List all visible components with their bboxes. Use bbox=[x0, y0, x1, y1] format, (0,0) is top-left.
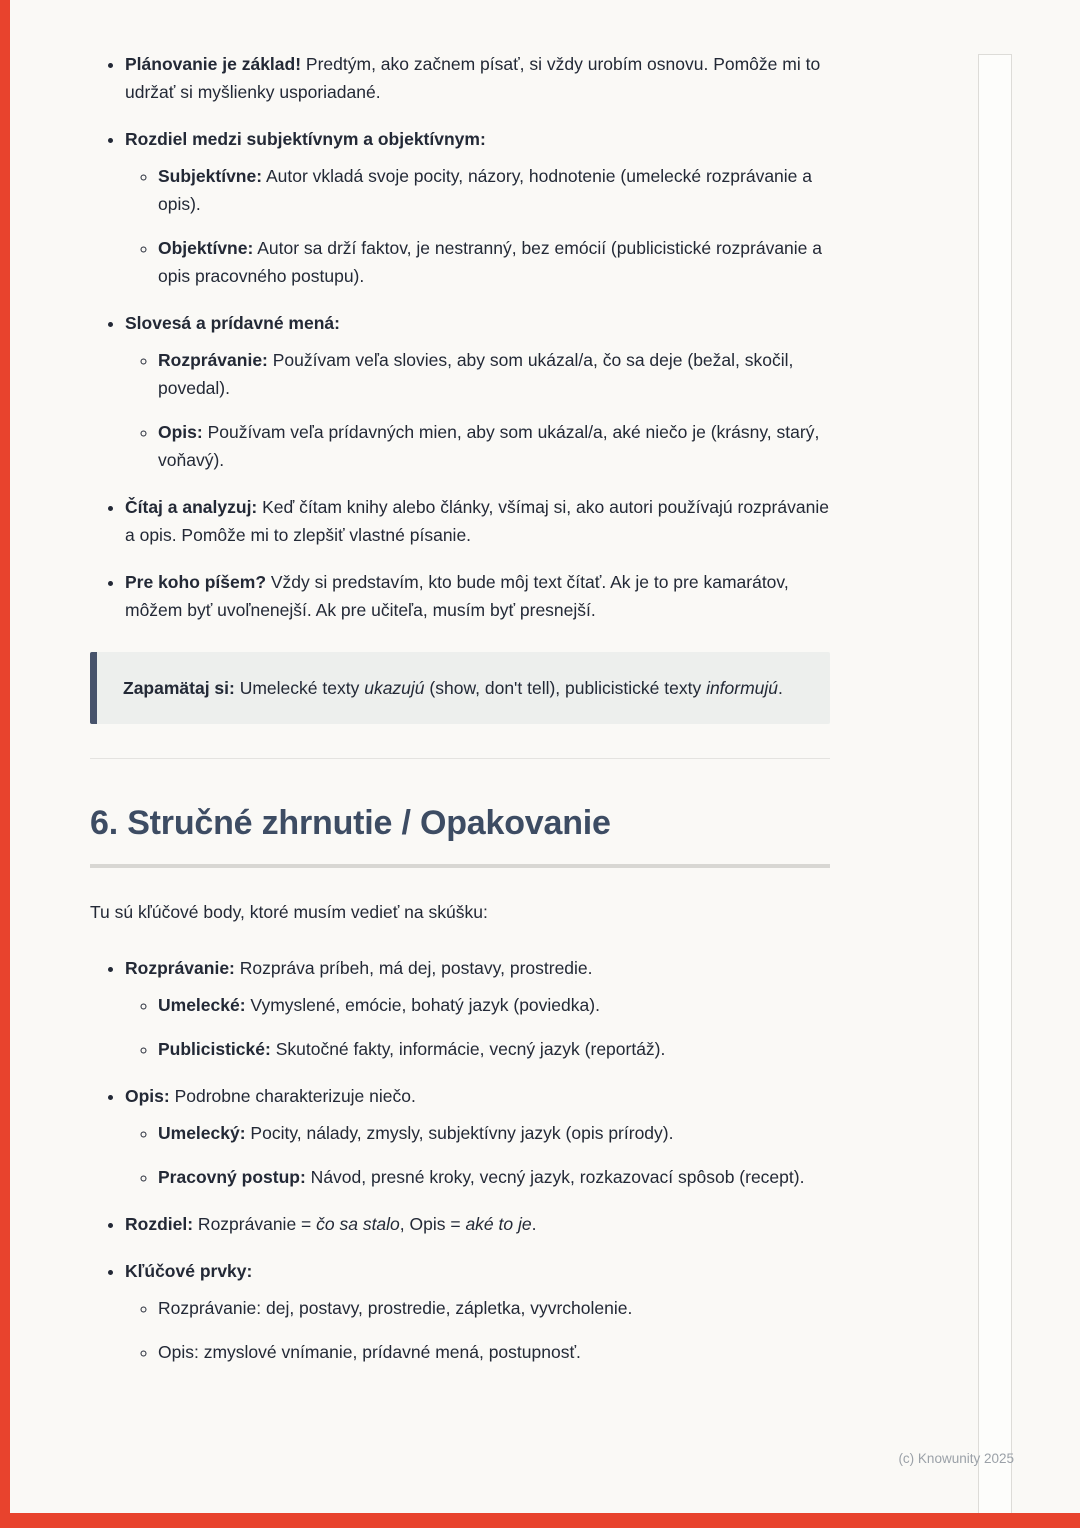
item-text: , Opis = bbox=[399, 1213, 466, 1234]
heading-underline bbox=[90, 864, 830, 868]
item-text: Skutočné fakty, informácie, vecný jazyk (reportáž). bbox=[270, 1038, 666, 1059]
list-item-subjektivne bbox=[158, 162, 830, 218]
item-lead: Pracovný postup: bbox=[158, 1166, 306, 1187]
item-lead: Objektívne: bbox=[158, 238, 254, 258]
item-italic: čo sa stalo bbox=[316, 1213, 400, 1234]
item-text: Rozpráva príbeh, má dej, postavy, prostredie. bbox=[234, 957, 593, 978]
list-item-objektivne bbox=[158, 234, 830, 290]
item-lead: Umelecký: bbox=[158, 1122, 246, 1143]
list-item-rozpravanie-summary bbox=[125, 954, 830, 1063]
item-text: Autor vkladá svoje pocity, názory, hodnotenie (umelecké rozprávanie a opis). bbox=[158, 166, 812, 214]
sublist bbox=[125, 346, 830, 474]
item-text: Rozprávanie: dej, postavy, prostredie, zápletka, vyvrcholenie. bbox=[158, 1297, 633, 1318]
list-item-rozpravanie-prvky bbox=[158, 1294, 830, 1322]
item-lead: Rozdiel: bbox=[125, 1213, 194, 1234]
callout-italic: ukazujú bbox=[364, 678, 425, 698]
callout-italic: informujú bbox=[706, 678, 779, 698]
item-lead: Slovesá a prídavné mená: bbox=[125, 313, 340, 333]
list-item-pracovny-postup bbox=[158, 1163, 830, 1191]
section-divider bbox=[90, 758, 830, 759]
item-lead: Subjektívne: bbox=[158, 166, 263, 186]
list-item-publicisticke bbox=[158, 1035, 830, 1063]
item-lead: Čítaj a analyzuj: bbox=[125, 497, 258, 517]
callout-note bbox=[90, 652, 830, 724]
item-lead: Opis: bbox=[158, 422, 203, 442]
list-item-rozpravanie bbox=[158, 346, 830, 402]
sublist bbox=[125, 1294, 830, 1366]
item-text: . bbox=[531, 1213, 537, 1234]
callout-text: Umelecké texty bbox=[234, 678, 365, 698]
tips-list bbox=[90, 50, 830, 624]
item-text: Opis: zmyslové vnímanie, prídavné mená, postupnosť. bbox=[158, 1341, 581, 1362]
list-item-rozdiel-subj-obj bbox=[125, 125, 830, 290]
page-edge-left bbox=[0, 0, 10, 1528]
item-lead: Rozdiel medzi subjektívnym a objektívnym: bbox=[125, 129, 486, 149]
item-lead: Umelecké: bbox=[158, 994, 246, 1015]
item-lead: Rozprávanie: bbox=[158, 350, 268, 370]
item-lead: Kľúčové prvky: bbox=[125, 1260, 253, 1281]
sublist bbox=[125, 162, 830, 290]
item-text: Návod, presné kroky, vecný jazyk, rozkazovací spôsob (recept). bbox=[305, 1166, 805, 1187]
page-edge-bottom bbox=[0, 1513, 1080, 1528]
list-item-umelecky bbox=[158, 1119, 830, 1147]
list-item-citaj bbox=[125, 493, 830, 549]
item-text: Rozprávanie = bbox=[193, 1213, 317, 1234]
callout-lead: Zapamätaj si: bbox=[123, 678, 235, 698]
list-item-opis bbox=[158, 418, 830, 474]
item-text: Používam veľa slovies, aby som ukázal/a, čo sa deje (bežal, skočil, povedal). bbox=[158, 350, 794, 398]
list-item-planovanie bbox=[125, 50, 830, 106]
list-item-rozdiel-summary bbox=[125, 1210, 830, 1238]
callout-text: (show, don't tell), publicistické texty bbox=[424, 678, 707, 698]
item-lead: Publicistické: bbox=[158, 1038, 271, 1059]
list-item-opis-summary bbox=[125, 1082, 830, 1191]
list-item-pre-koho bbox=[125, 568, 830, 624]
sublist bbox=[125, 1119, 830, 1191]
list-item-slovesa bbox=[125, 309, 830, 474]
summary-intro: Tu sú kľúčové body, ktoré musím vedieť na skúšku: bbox=[90, 901, 488, 922]
callout-text: . bbox=[778, 678, 783, 698]
item-text: Vymyslené, emócie, bohatý jazyk (poviedka). bbox=[245, 994, 600, 1015]
item-lead: Opis: bbox=[125, 1085, 170, 1106]
item-text: Vždy si predstavím, kto bude môj text čítať. Ak je to pre kamarátov, môžem byť uvoľnenejší. Ak pre učiteľa, musím byť presnejší. bbox=[125, 572, 789, 620]
item-text: Predtým, ako začnem písať, si vždy urobím osnovu. Pomôže mi to udržať si myšlienky usporiadané. bbox=[125, 54, 821, 102]
summary-list bbox=[90, 954, 830, 1366]
list-item-opis-prvky bbox=[158, 1338, 830, 1366]
copyright-watermark: (c) Knowunity 2025 bbox=[898, 1451, 1014, 1466]
list-item-umelecke bbox=[158, 991, 830, 1019]
item-text: Keď čítam knihy alebo články, všímaj si, ako autori používajú rozprávanie a opis. Pomôže mi to zlepšiť vlastné písanie. bbox=[125, 497, 829, 545]
item-text: Pocity, nálady, zmysly, subjektívny jazyk (opis prírody). bbox=[245, 1122, 674, 1143]
item-lead: Pre koho píšem? bbox=[125, 572, 267, 592]
item-text: Používam veľa prídavných mien, aby som ukázal/a, aké niečo je (krásny, starý, voňavý). bbox=[158, 422, 820, 470]
list-item-klucove-prvky bbox=[125, 1257, 830, 1366]
item-text: Autor sa drží faktov, je nestranný, bez emócií (publicistické rozprávanie a opis pracovného postupu). bbox=[158, 238, 823, 286]
item-lead: Plánovanie je základ! bbox=[125, 54, 302, 74]
item-text: Podrobne charakterizuje niečo. bbox=[169, 1085, 416, 1106]
item-lead: Rozprávanie: bbox=[125, 957, 235, 978]
item-italic: aké to je bbox=[465, 1213, 532, 1234]
sublist bbox=[125, 991, 830, 1063]
section-heading: 6. Stručné zhrnutie / Opakovanie bbox=[90, 804, 611, 842]
